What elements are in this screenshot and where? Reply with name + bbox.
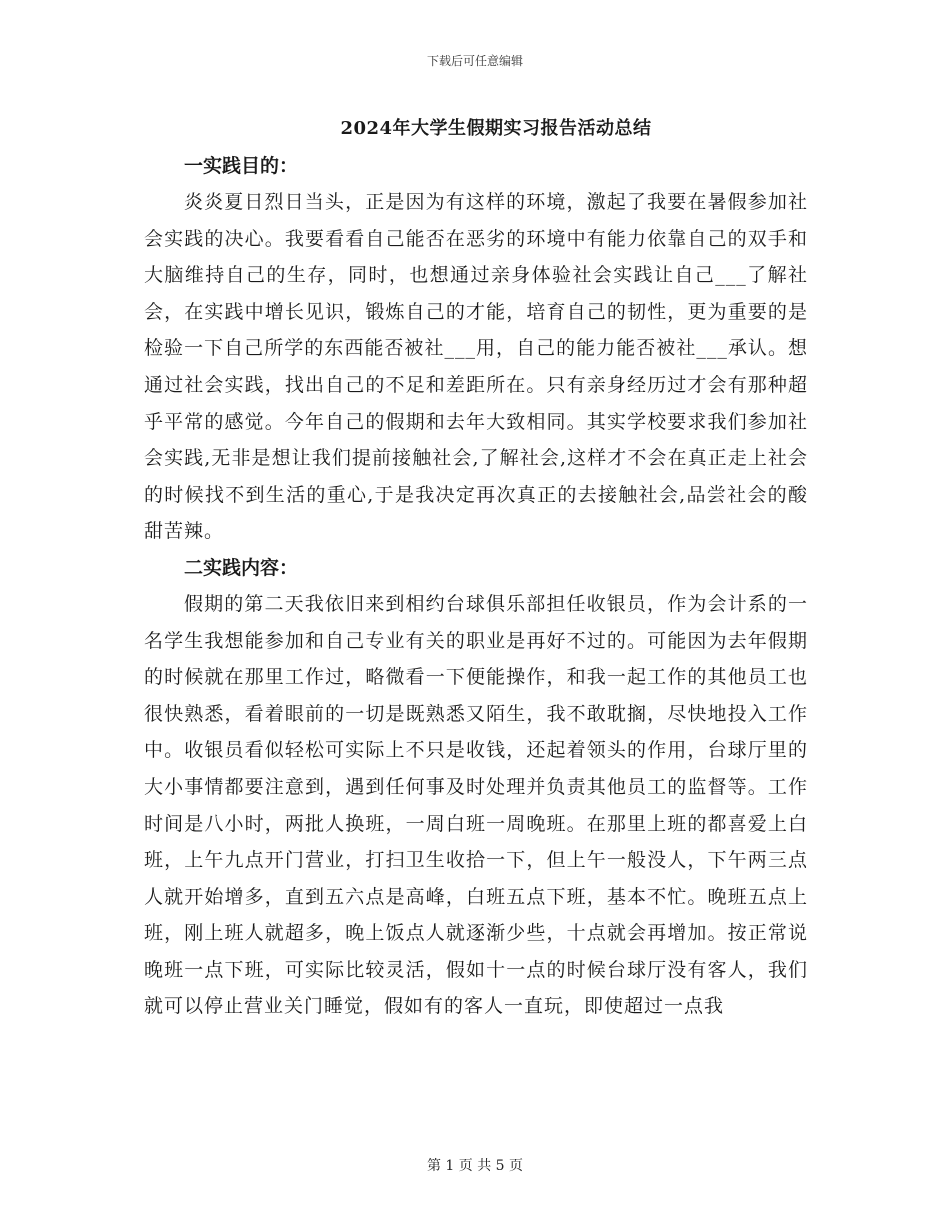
paragraph-purpose: 炎炎夏日烈日当头，正是因为有这样的环境，激起了我要在暑假参加社会实践的决心。我要看看自己能否在恶劣的环境中有能力依靠自己的双手和大脑维持自己的生存，同时，也想通过亲身体验社会实践让自己___了解社会，在实践中增长见识，锻炼自己的才能，培育自己的韧性，更为重要的是检验一下自己所学的东西能否被社___用，自己的能力能否被社___承认。想通过社会实践，找出自己的不足和差距所在。只有亲身经历过才会有那种超乎平常的感觉。今年自己的假期和去年大致相同。其实学校要求我们参加社会实践,无非是想让我们提前接触社会,了解社会,这样才不会在真正走上社会的时候找不到生活的重心,于是我决定再次真正的去接触社会,品尝社会的酸甜苦辣。 (144, 191, 808, 543)
section-purpose (144, 148, 808, 550)
document-title: 2024年大学生假期实习报告活动总结 (340, 118, 652, 139)
section-content (144, 550, 808, 1025)
page-number: 第 1 页 共 5 页 (426, 1158, 524, 1174)
section-heading-purpose: 一实践目的： (184, 155, 299, 177)
document-body (144, 148, 808, 1025)
section-heading-content: 二实践内容： (184, 556, 299, 579)
paragraph-content: 假期的第二天我依旧来到相约台球俱乐部担任收银员，作为会计系的一名学生我想能参加和自己专业有关的职业是再好不过的。可能因为去年假期的时候就在那里工作过，略微看一下便能操作，和我一起工作的其他员工也很快熟悉，看着眼前的一切是既熟悉又陌生，我不敢耽搁，尽快地投入工作中。收银员看似轻松可实际上不只是收钱，还起着领头的作用，台球厅里的大小事情都要注意到，遇到任何事及时处理并负责其他员工的监督等。工作时间是八小时，两批人换班，一周白班一周晚班。在那里上班的都喜爱上白班，上午九点开门营业，打扫卫生收拾一下，但上午一般没人，下午两三点人就开始增多，直到五六点是高峰，白班五点下班，基本不忙。晚班五点上班，刚上班人就超多，晚上饭点人就逐渐少些，十点就会再增加。按正常说晚班一点下班，可实际比较灵活，假如十一点的时候台球厅没有客人，我们就可以停止营业关门睡觉，假如有的客人一直玩，即使超过一点我 (144, 592, 808, 1018)
header-note: 下载后可任意编辑 (426, 54, 523, 68)
